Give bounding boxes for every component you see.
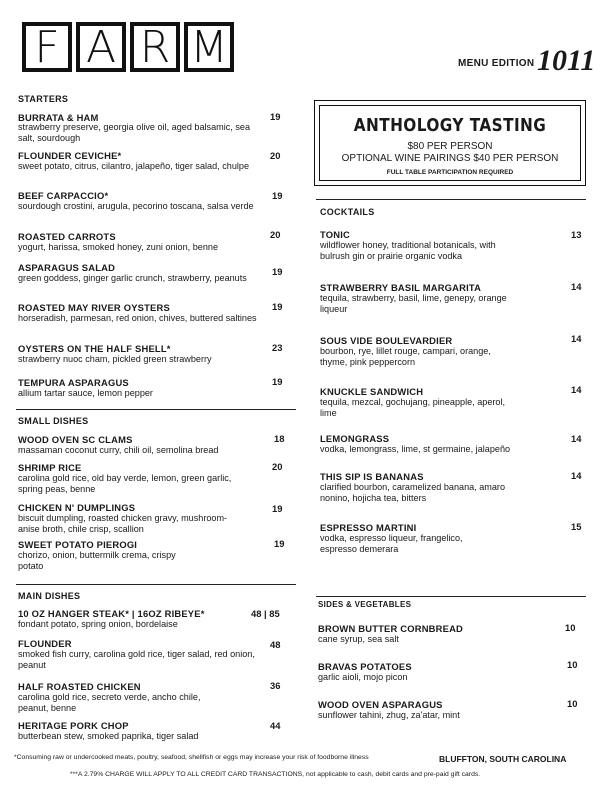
menu-item-name: ROASTED MAY RIVER OYSTERS — [18, 302, 170, 313]
menu-item-name: FLOUNDER CEVICHE* — [18, 150, 122, 161]
menu-item-desc: butterbean stew, smoked paprika, tiger salad — [18, 731, 199, 741]
menu-item-desc: vodka, espresso liqueur, frangelico, espresso demerara — [320, 533, 463, 554]
menu-item-desc: garlic aioli, mojo picon — [318, 672, 408, 682]
menu-item-price: 14 — [571, 470, 582, 481]
menu-item-name: ASPARAGUS SALAD — [18, 262, 116, 273]
menu-item-desc: strawberry nuoc cham, pickled green strawberry — [18, 354, 212, 364]
tasting-wine-pairing: OPTIONAL WINE PAIRINGS $40 PER PERSON — [341, 153, 559, 164]
main-dishes-title: MAIN DISHES — [18, 591, 81, 601]
menu-edition-number: 1011 — [537, 44, 596, 77]
menu-item-price: 10 — [567, 659, 578, 670]
cocktails-title: COCKTAILS — [320, 207, 375, 217]
menu-item-desc: sunflower tahini, zhug, za'atar, mint — [318, 710, 460, 720]
menu-item-price: 14 — [571, 333, 582, 344]
logo-letter: F — [22, 22, 72, 72]
menu-item-price: 19 — [272, 503, 283, 514]
menu-item-desc: tequila, strawberry, basil, lime, genepy, orange liqueur — [320, 293, 507, 314]
menu-item-name: SWEET POTATO PIEROGI — [18, 539, 138, 550]
menu-item-desc: smoked fish curry, carolina gold rice, tiger salad, red onion, peanut — [18, 649, 255, 670]
section-divider — [16, 584, 296, 585]
disclaimer-text: *Consuming raw or undercooked meats, poultry, seafood, shellfish or eggs may increase your risk of foodborne illness — [14, 754, 369, 761]
surcharge-text: ***A 2.79% CHARGE WILL APPLY TO ALL CREDIT CARD TRANSACTIONS, not applicable to cash, debit cards and pre-paid gift cards. — [70, 771, 481, 778]
menu-item-name: WOOD OVEN SC CLAMS — [18, 434, 133, 445]
menu-item-desc: fondant potato, spring onion, bordelaise — [18, 619, 178, 629]
menu-item-name: WOOD OVEN ASPARAGUS — [318, 699, 443, 710]
menu-item-name: BRAVAS POTATOES — [318, 661, 412, 672]
menu-item-name: TEMPURA ASPARAGUS — [18, 377, 129, 388]
menu-item-desc: bourbon, rye, lillet rouge, campari, orange, thyme, pink peppercorn — [320, 346, 491, 367]
menu-item-name: TONIC — [320, 229, 350, 240]
menu-item-desc: vodka, lemongrass, lime, st germaine, jalapeño — [320, 444, 511, 454]
menu-item-price: 20 — [270, 150, 281, 161]
menu-item-name: SOUS VIDE BOULEVARDIER — [320, 335, 453, 346]
menu-item-price: 14 — [571, 281, 582, 292]
menu-item-name: SHRIMP RICE — [18, 462, 82, 473]
menu-item-name: CHICKEN N' DUMPLINGS — [18, 502, 136, 513]
farm-logo — [22, 22, 238, 72]
menu-item-price: 19 — [274, 538, 285, 549]
menu-item-desc: tequila, mezcal, gochujang, pineapple, aperol, lime — [320, 397, 506, 418]
menu-item-price: 19 — [272, 266, 283, 277]
menu-item-desc: cane syrup, sea salt — [318, 634, 399, 644]
section-divider — [16, 409, 296, 410]
menu-item-desc: allium tartar sauce, lemon pepper — [18, 388, 153, 398]
menu-item-desc: massaman coconut curry, chili oil, semolina bread — [18, 445, 219, 455]
menu-item-price: 23 — [272, 342, 283, 353]
menu-item-name: ESPRESSO MARTINI — [320, 522, 417, 533]
menu-item-name: OYSTERS ON THE HALF SHELL* — [18, 343, 171, 354]
menu-item-price: 14 — [571, 384, 582, 395]
menu-item-price: 18 — [274, 433, 285, 444]
menu-item-price: 19 — [272, 376, 283, 387]
menu-item-name: HALF ROASTED CHICKEN — [18, 681, 141, 692]
menu-item-desc: chorizo, onion, buttermilk crema, crispy potato — [18, 550, 176, 571]
menu-item-price: 15 — [571, 521, 582, 532]
logo-letter: M — [184, 22, 234, 72]
menu-item-price: 13 — [571, 229, 582, 240]
menu-item-desc: horseradish, parmesan, red onion, chives, buttered saltines — [18, 313, 257, 323]
menu-item-desc: biscuit dumpling, roasted chicken gravy, mushroom-anise broth, chile crisp, scallion — [18, 513, 228, 534]
section-divider — [316, 596, 586, 597]
tasting-price: $80 PER PERSON — [407, 141, 493, 152]
menu-item-price: 48 | 85 — [251, 608, 280, 619]
menu-item-name: 10 OZ HANGER STEAK* | 16OZ RIBEYE* — [18, 608, 205, 619]
menu-item-name: THIS SIP IS BANANAS — [320, 471, 424, 482]
menu-item-desc: strawberry preserve, georgia olive oil, aged balsamic, sea salt, sourdough — [18, 122, 251, 143]
tasting-title: ANTHOLOGY TASTING — [353, 115, 547, 136]
logo-letter: R — [130, 22, 180, 72]
menu-item-name: BROWN BUTTER CORNBREAD — [318, 623, 464, 634]
menu-item-name: BURRATA & HAM — [18, 112, 99, 123]
menu-item-price: 20 — [272, 461, 283, 472]
tasting-note: FULL TABLE PARTICIPATION REQUIRED — [386, 169, 514, 176]
menu-item-desc: yogurt, harissa, smoked honey, zuni onion, benne — [18, 242, 219, 252]
menu-item-desc: clarified bourbon, caramelized banana, amaro nonino, hojicha tea, bitters — [320, 482, 506, 503]
menu-item-name: KNUCKLE SANDWICH — [320, 386, 424, 397]
menu-item-desc: sweet potato, citrus, cilantro, jalapeño, tiger salad, chulpe — [18, 161, 250, 171]
menu-item-desc: carolina gold rice, secreto verde, ancho chile, peanut, benne — [18, 692, 201, 713]
menu-item-name: LEMONGRASS — [320, 433, 390, 444]
section-divider — [316, 199, 586, 200]
menu-edition-label: MENU EDITION — [458, 58, 535, 69]
menu-item-desc: sourdough crostini, arugula, pecorino toscana, salsa verde — [18, 201, 254, 211]
small-dishes-title: SMALL DISHES — [18, 416, 89, 426]
menu-item-name: HERITAGE PORK CHOP — [18, 720, 129, 731]
menu-item-price: 44 — [270, 720, 281, 731]
starters-title: STARTERS — [18, 94, 69, 104]
menu-item-desc: carolina gold rice, old bay verde, lemon, green garlic, spring peas, benne — [18, 473, 232, 494]
menu-item-name: FLOUNDER — [18, 638, 72, 649]
menu-item-price: 10 — [565, 622, 576, 633]
menu-item-name: BEEF CARPACCIO* — [18, 190, 109, 201]
menu-item-price: 20 — [270, 229, 281, 240]
anthology-tasting-box — [314, 100, 586, 186]
menu-item-price: 19 — [272, 301, 283, 312]
menu-item-price: 36 — [270, 680, 281, 691]
menu-item-price: 19 — [272, 190, 283, 201]
menu-item-name: ROASTED CARROTS — [18, 231, 116, 242]
menu-item-desc: green goddess, ginger garlic crunch, strawberry, peanuts — [18, 273, 247, 283]
menu-item-price: 14 — [571, 433, 582, 444]
menu-item-price: 10 — [567, 698, 578, 709]
logo-letter: A — [76, 22, 126, 72]
menu-item-name: STRAWBERRY BASIL MARGARITA — [320, 282, 482, 293]
sides-title: SIDES & VEGETABLES — [318, 600, 412, 609]
menu-item-price: 48 — [270, 639, 281, 650]
location-text: BLUFFTON, SOUTH CAROLINA — [439, 754, 567, 764]
menu-item-desc: wildflower honey, traditional botanicals, with bulrush gin or prairie organic vodka — [320, 240, 496, 261]
menu-item-price: 19 — [270, 111, 281, 122]
